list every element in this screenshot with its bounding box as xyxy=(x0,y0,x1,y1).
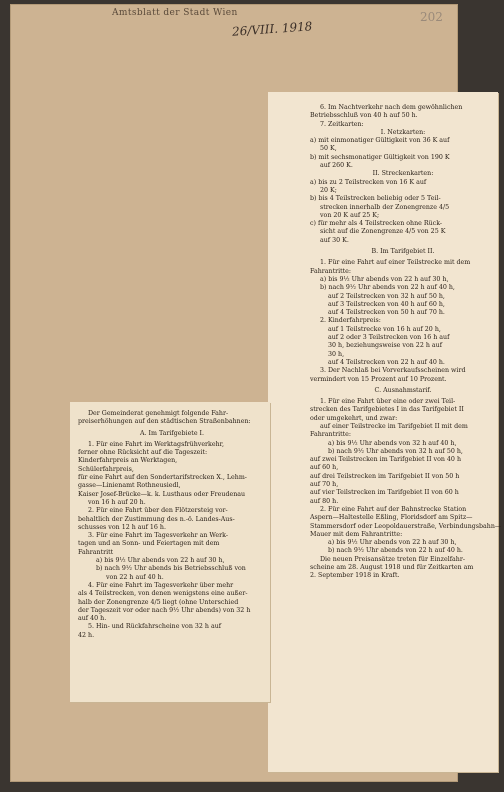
text-line: 20 K; xyxy=(320,186,337,194)
text-line: Schülerfahrpreis, xyxy=(78,465,134,473)
text-line: Kinderfahrpreis an Werktagen, xyxy=(78,457,178,465)
text-line: auf 2 oder 3 Teilstrecken von 16 h auf xyxy=(328,334,450,342)
left-column-text xyxy=(78,410,266,640)
text-line: Stammersdorf oder Leopoldauerstraße, Verbindungsbahn— xyxy=(310,522,502,530)
text-line: von 16 h auf 20 h. xyxy=(88,498,146,506)
text-line: a) bis 9½ Uhr abends von 22 h auf 30 h, xyxy=(328,539,457,547)
text-line: Der Gemeinderat genehmigt folgende Fahr- xyxy=(88,410,229,417)
text-line: 2. Für eine Fahrt auf der Bahnstrecke Station xyxy=(320,505,467,513)
text-line: Betriebsschluß von 40 h auf 50 h. xyxy=(310,112,418,120)
text-line: als 4 Teilstrecken, von denen wenigstens eine außer- xyxy=(78,590,248,598)
text-line: c) für mehr als 4 Teilstrecken ohne Rück- xyxy=(310,220,443,228)
handwritten-date: 26/VIII. 1918 xyxy=(231,19,313,39)
text-line: von 22 h auf 40 h. xyxy=(106,573,164,581)
text-line: auf einer Teilstrecke im Tarifgebiet II mit dem xyxy=(320,422,468,430)
text-line: 2. Kinderfahrpreis: xyxy=(320,317,381,325)
text-line: auf zwei Teilstrecken im Tarifgebiet II von 40 h xyxy=(310,456,461,464)
text-line: 1. Für eine Fahrt im Werktagsfrühverkehr, xyxy=(88,440,224,448)
text-line: auf 30 K. xyxy=(320,236,349,244)
text-line: auf vier Teilstrecken im Tarifgebiet II von 60 h xyxy=(310,489,459,497)
text-line: 6. Im Nachtverkehr nach dem gewöhnlichen xyxy=(320,104,463,111)
text-line: tagen und an Sonn- und Feiertagen mit dem xyxy=(78,540,220,548)
text-line: Aspern—Haltestelle Eßling, Floridsdorf am Spitz— xyxy=(310,514,473,522)
text-line: vermindert von 15 Prozent auf 10 Prozent. xyxy=(310,375,447,383)
text-line: gasse—Linienamt Rothneusiedl, xyxy=(78,482,181,490)
section-heading: C. Ausnahmstarif. xyxy=(374,386,432,394)
text-line: sicht auf die Zonengrenze 4/5 von 25 K xyxy=(320,228,446,236)
text-line: 4. Für eine Fahrt im Tagesverkehr über mehr xyxy=(88,581,234,589)
text-line: preiserhöhungen auf den städtischen Straßenbahnen: xyxy=(78,418,251,426)
text-line: auf 260 K. xyxy=(320,162,353,170)
sub-heading: I. Netzkarten: xyxy=(380,128,426,136)
text-line: von 20 K auf 25 K; xyxy=(320,211,380,219)
text-line: 30 h, xyxy=(328,350,345,358)
text-line: auf 60 h, xyxy=(310,464,339,472)
text-line: auf 1 Teilstrecke von 16 h auf 20 h, xyxy=(328,325,441,333)
text-line: auf 80 h. xyxy=(310,497,339,505)
text-line: a) bis 9½ Uhr abends von 32 h auf 40 h, xyxy=(328,439,457,447)
text-line: 2. September 1918 in Kraft. xyxy=(310,572,400,580)
pencil-mark: 202 xyxy=(420,10,443,24)
text-line: Fahrantritte: xyxy=(310,267,352,275)
text-line: a) bis 9½ Uhr abends von 22 h auf 30 h, xyxy=(96,557,225,565)
text-line: 3. Der Nachlaß bei Vorverkaufsscheinen wird xyxy=(320,367,466,375)
text-line: 30 h, beziehungsweise von 22 h auf xyxy=(328,342,443,350)
text-line: 2. Für eine Fahrt über den Flötzersteig vor- xyxy=(88,507,228,515)
sub-heading: II. Streckenkarten: xyxy=(372,170,434,178)
text-line: 5. Hin- und Rückfahrscheine von 32 h auf xyxy=(88,623,222,631)
text-line: b) nach 9½ Uhr abends bis Betriebsschluß von xyxy=(96,565,246,573)
text-line: 50 K, xyxy=(320,145,337,153)
text-line: auf 40 h. xyxy=(78,615,107,623)
newspaper-title: Amtsblatt der Stadt Wien xyxy=(112,8,238,18)
text-line: auf 3 Teilstrecken von 40 h auf 60 h, xyxy=(328,300,445,308)
text-line: behaltlich der Zustimmung des n.-ö. Landes-Aus- xyxy=(78,515,235,523)
text-line: b) nach 9½ Uhr abends von 22 h auf 40 h. xyxy=(328,547,463,555)
text-line: oder umgekehrt, und zwar: xyxy=(310,414,398,422)
text-line: 7. Zeitkarten: xyxy=(320,120,364,128)
text-line: b) mit sechsmonatiger Gültigkeit von 190 K xyxy=(310,153,450,161)
text-line: schusses von 12 h auf 16 h. xyxy=(78,523,166,531)
text-line: auf 2 Teilstrecken von 32 h auf 50 h, xyxy=(328,292,445,300)
text-line: Kaiser Josef-Brücke—k. k. Lusthaus oder Freudenau xyxy=(78,490,246,498)
text-line: strecken des Tarifgebietes I in das Tarifgebiet II xyxy=(310,406,464,414)
text-line: ferner ohne Rücksicht auf die Tageszeit: xyxy=(78,449,208,457)
text-line: 42 h. xyxy=(78,631,95,639)
text-line: Mauer mit dem Fahrantritte: xyxy=(310,530,403,538)
text-line: auf drei Teilstrecken im Tarifgebiet II von 50 h xyxy=(310,472,460,480)
text-line: b) nach 9½ Uhr abends von 32 h auf 50 h, xyxy=(328,447,463,455)
text-line: a) bis zu 2 Teilstrecken von 16 K auf xyxy=(310,178,427,186)
text-line: strecken innerhalb der Zonengrenze 4/5 xyxy=(320,203,450,211)
text-line: Die neuen Preisansätze treten für Einzelfahr- xyxy=(320,555,465,563)
text-line: auf 4 Teilstrecken von 22 h auf 40 h. xyxy=(328,358,445,366)
text-line: Fahrantritte: xyxy=(310,431,352,439)
text-line: 3. Für eine Fahrt im Tagesverkehr an Werk- xyxy=(88,532,228,540)
text-line: b) nach 9½ Uhr abends von 22 h auf 40 h, xyxy=(320,284,455,292)
text-line: a) mit einmonatiger Gültigkeit von 36 K auf xyxy=(310,137,450,145)
text-line: halb der Zonengrenze 4/5 liegt (ohne Unterschied xyxy=(78,598,239,606)
text-line: Fahrantritt xyxy=(78,548,114,556)
text-line: a) bis 9½ Uhr abends von 22 h auf 30 h, xyxy=(320,275,449,283)
text-line: 1. Für eine Fahrt auf einer Teilstrecke mit dem xyxy=(320,259,471,267)
right-column-text xyxy=(310,104,502,581)
text-line: auf 4 Teilstrecken von 50 h auf 70 h. xyxy=(328,309,445,317)
text-line: 1. Für eine Fahrt über eine oder zwei Teil- xyxy=(320,398,456,406)
text-line: für eine Fahrt auf den Sondertarifstrecken X., Lehm- xyxy=(78,474,247,482)
section-heading: A. Im Tarifgebiete I. xyxy=(139,429,205,437)
text-line: scheine am 28. August 1918 und für Zeitkarten am xyxy=(310,564,474,572)
text-line: b) bis 4 Teilstrecken beliebig oder 5 Teil- xyxy=(310,195,441,203)
text-line: der Tageszeit vor oder nach 9½ Uhr abends) von 32 h xyxy=(78,606,251,614)
section-heading: B. Im Tarifgebiet II. xyxy=(371,248,435,256)
text-line: auf 70 h, xyxy=(310,481,339,489)
